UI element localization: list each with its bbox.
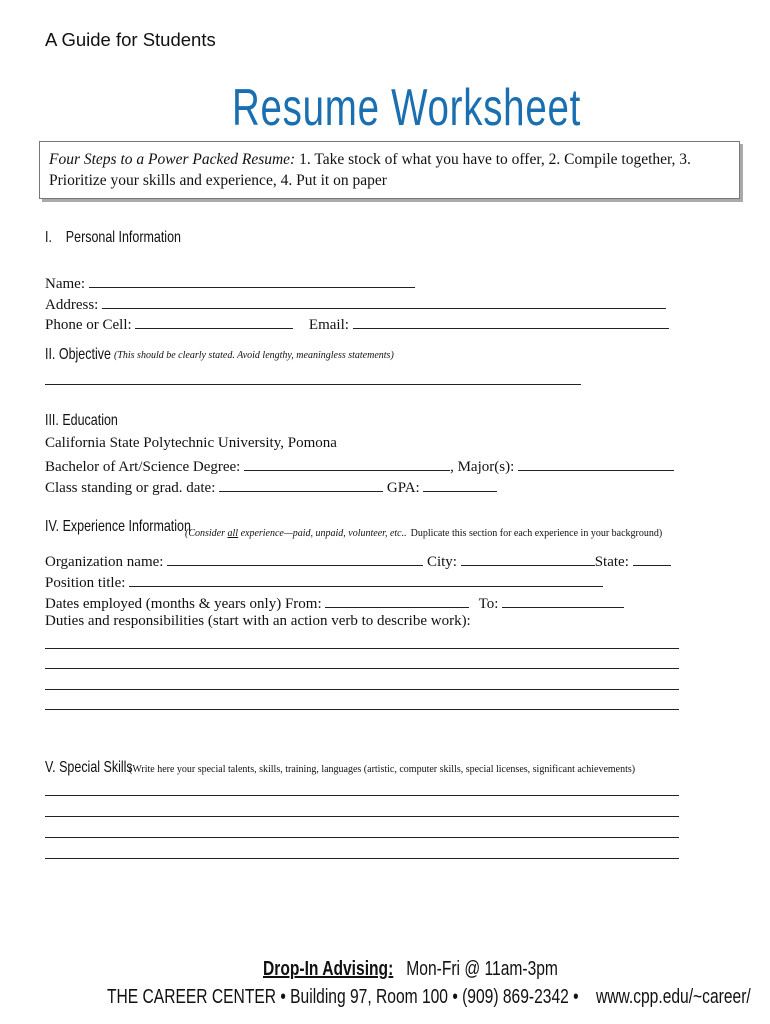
duties-line-4[interactable] xyxy=(45,709,679,710)
advising-info xyxy=(263,958,558,981)
experience-note-all: all xyxy=(227,528,239,539)
gpa-field[interactable] xyxy=(423,477,497,492)
email-field[interactable] xyxy=(353,314,669,329)
city-label: City: xyxy=(426,554,457,570)
intro-steps: 1. Take stock of what you have to offer, 2. Compile together, 3. Prioritize your skills and experience, 4. Put it on paper xyxy=(49,151,691,189)
from-field[interactable] xyxy=(325,593,469,608)
duties-line-3[interactable] xyxy=(45,689,679,690)
intro-text xyxy=(49,149,733,191)
school-name: California State Polytechnic University, Pomona xyxy=(45,435,337,451)
duties-label: Duties and responsibilities (start with an action verb to describe work): xyxy=(45,613,471,629)
career-center-info xyxy=(107,986,751,1009)
to-field[interactable] xyxy=(502,593,624,608)
advising-label: Drop-In Advising: xyxy=(263,958,394,980)
section-education-heading: III. Education xyxy=(45,412,118,429)
major-label: , Major(s): xyxy=(450,459,515,475)
name-row xyxy=(45,273,415,293)
org-row xyxy=(45,551,671,571)
degree-label: Bachelor of Art/Science Degree: xyxy=(45,459,241,475)
page-title: Resume Worksheet xyxy=(232,79,582,137)
standing-row xyxy=(45,477,497,497)
objective-note: (This should be clearly stated. Avoid lengthy, meaningless statements) xyxy=(114,350,394,361)
experience-note xyxy=(185,523,662,541)
intro-box xyxy=(39,141,740,199)
section-skills-heading: V. Special Skills xyxy=(45,759,133,776)
experience-note-rest: experience—paid, unpaid, volunteer, etc.. xyxy=(238,528,407,539)
email-label: Email: xyxy=(308,317,349,333)
phone-email-row xyxy=(45,314,669,334)
dates-row xyxy=(45,593,624,613)
duties-line-1[interactable] xyxy=(45,648,679,649)
address-row xyxy=(45,294,666,314)
position-field[interactable] xyxy=(129,572,603,587)
skills-line-3[interactable] xyxy=(45,837,679,838)
duties-line-2[interactable] xyxy=(45,668,679,669)
phone-label: Phone or Cell: xyxy=(45,317,132,333)
name-field[interactable] xyxy=(89,273,415,288)
standing-field[interactable] xyxy=(219,477,383,492)
skills-line-2[interactable] xyxy=(45,816,679,817)
degree-field[interactable] xyxy=(244,456,450,471)
skills-line-4[interactable] xyxy=(45,858,679,859)
state-label: State: xyxy=(594,554,629,570)
guide-subtitle: A Guide for Students xyxy=(45,29,216,50)
standing-label: Class standing or grad. date: xyxy=(45,480,216,496)
career-center-address: THE CAREER CENTER • Building 97, Room 100 • (909) 869-2342 • xyxy=(107,986,579,1008)
skills-line-1[interactable] xyxy=(45,795,679,796)
state-field[interactable] xyxy=(633,551,671,566)
address-field[interactable] xyxy=(102,294,666,309)
gpa-label: GPA: xyxy=(386,480,420,496)
position-row xyxy=(45,572,603,592)
skills-note: (Write here your special talents, skills, training, languages (artistic, computer skills, special licenses, significant achievements) xyxy=(129,764,636,775)
experience-note-open: (Consider xyxy=(185,528,228,539)
major-field[interactable] xyxy=(518,456,674,471)
phone-field[interactable] xyxy=(135,314,293,329)
degree-row xyxy=(45,456,674,476)
experience-note-duplicate: Duplicate this section for each experience in your background) xyxy=(410,528,663,539)
name-label: Name: xyxy=(45,276,85,292)
address-label: Address: xyxy=(45,297,99,313)
section-objective-heading: II. Objective xyxy=(45,346,111,363)
objective-line[interactable] xyxy=(45,384,581,385)
org-field[interactable] xyxy=(167,551,423,566)
section-experience-heading: IV. Experience Information xyxy=(45,518,191,535)
to-label: To: xyxy=(478,596,499,612)
dates-label: Dates employed (months & years only) From: xyxy=(45,596,322,612)
advising-hours: Mon-Fri @ 11am-3pm xyxy=(406,958,558,980)
org-label: Organization name: xyxy=(45,554,164,570)
career-center-url[interactable]: www.cpp.edu/~career/ xyxy=(595,986,751,1008)
section-personal-heading: I. Personal Information xyxy=(45,229,181,246)
city-field[interactable] xyxy=(461,551,595,566)
intro-lead: Four Steps to a Power Packed Resume: xyxy=(49,151,296,168)
position-label: Position title: xyxy=(45,575,126,591)
